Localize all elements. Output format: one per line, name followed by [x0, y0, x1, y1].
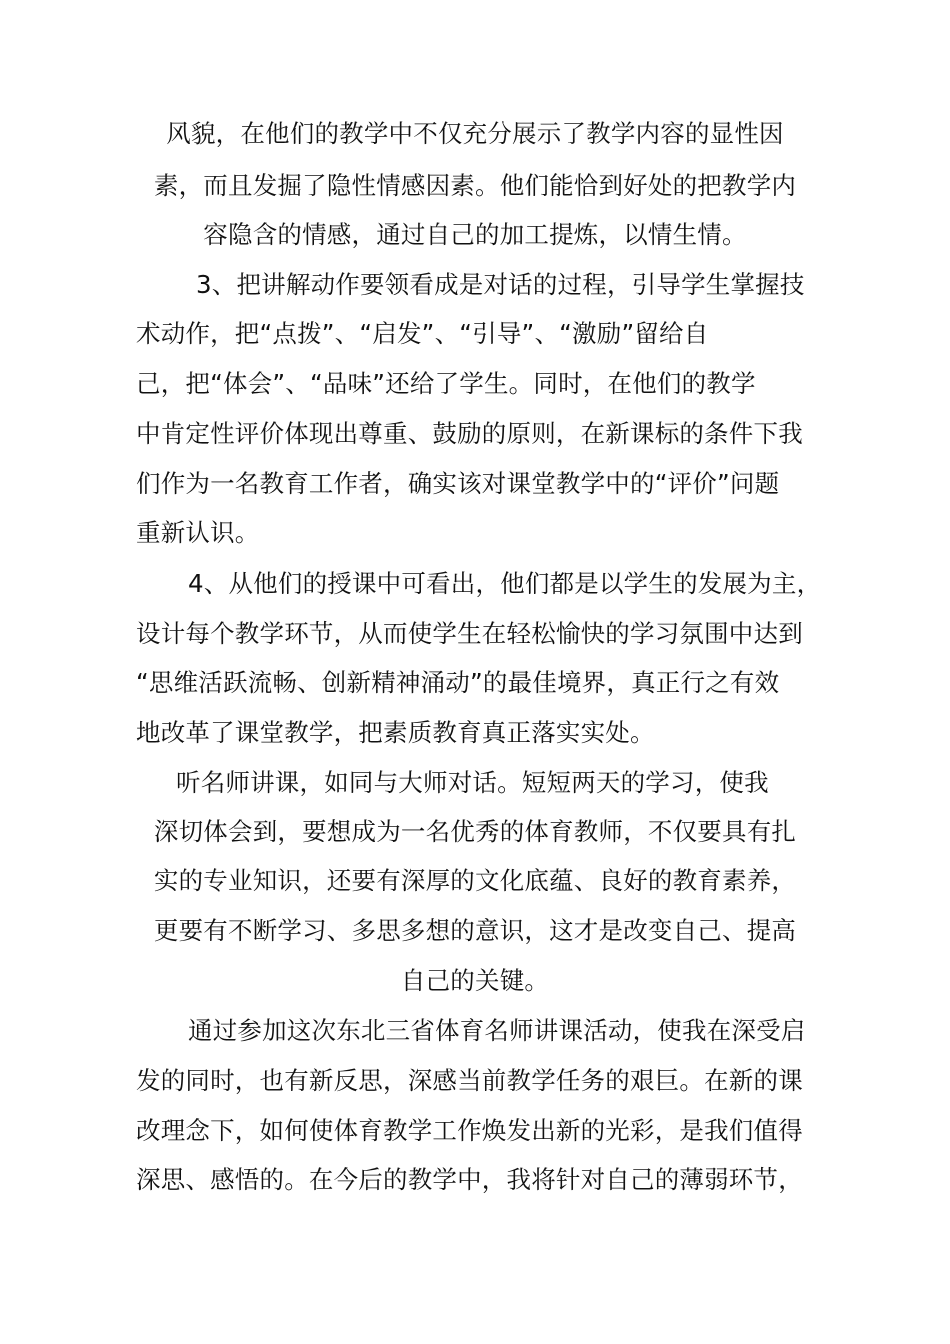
text-line: 重新认识。 [136, 518, 260, 547]
text-line: 中肯定性评价体现出尊重、鼓励的原则，在新课标的条件下我 [136, 419, 803, 448]
text-line: 地改革了课堂教学，把素质教育真正落实实处。 [136, 718, 655, 747]
text-line: 3、把讲解动作要领看成是对话的过程，引导学生掌握技 [196, 270, 805, 299]
text-line: 己，把“体会”、“品味”还给了学生。同时，在他们的教学 [136, 369, 756, 398]
text-line: 发的同时，也有新反思，深感当前教学任务的艰巨。在新的课 [136, 1066, 803, 1095]
text-line: 更要有不断学习、多思多想的意识，这才是改变自己、提高 [153, 916, 797, 945]
text-line: 改理念下，如何使体育教学工作焕发出新的光彩，是我们值得 [136, 1116, 803, 1145]
text-line: 设计每个教学环节，从而使学生在轻松愉快的学习氛围中达到 [136, 619, 803, 648]
text-line: 实的专业知识，还要有深厚的文化底蕴、良好的教育素养， [153, 866, 797, 895]
text-line: 风貌，在他们的教学中不仅充分展示了教学内容的显性因 [166, 119, 784, 148]
text-line: 深思、感悟的。在今后的教学中，我将针对自己的薄弱环节， [136, 1165, 803, 1194]
text-line: 们作为一名教育工作者，确实该对课堂教学中的“评价”问题 [136, 469, 780, 498]
text-line: 术动作，把“点拨”、“启发”、“引导”、“激励”留给自 [136, 319, 709, 348]
text-line: 4、从他们的授课中可看出，他们都是以学生的发展为主， [188, 569, 822, 598]
text-line: 容隐含的情感，通过自己的加工提炼，以情生情。 [203, 220, 747, 249]
text-line: 素，而且发掘了隐性情感因素。他们能恰到好处的把教学内 [153, 171, 797, 200]
text-line: “思维活跃流畅、创新精神涌动”的最佳境界，真正行之有效 [136, 668, 780, 697]
text-line: 听名师讲课，如同与大师对话。短短两天的学习，使我 [176, 768, 769, 797]
text-line: 深切体会到，要想成为一名优秀的体育教师，不仅要具有扎 [153, 817, 797, 846]
text-line: 自己的关键。 [400, 966, 550, 995]
text-line: 通过参加这次东北三省体育名师讲课活动，使我在深受启 [188, 1016, 806, 1045]
